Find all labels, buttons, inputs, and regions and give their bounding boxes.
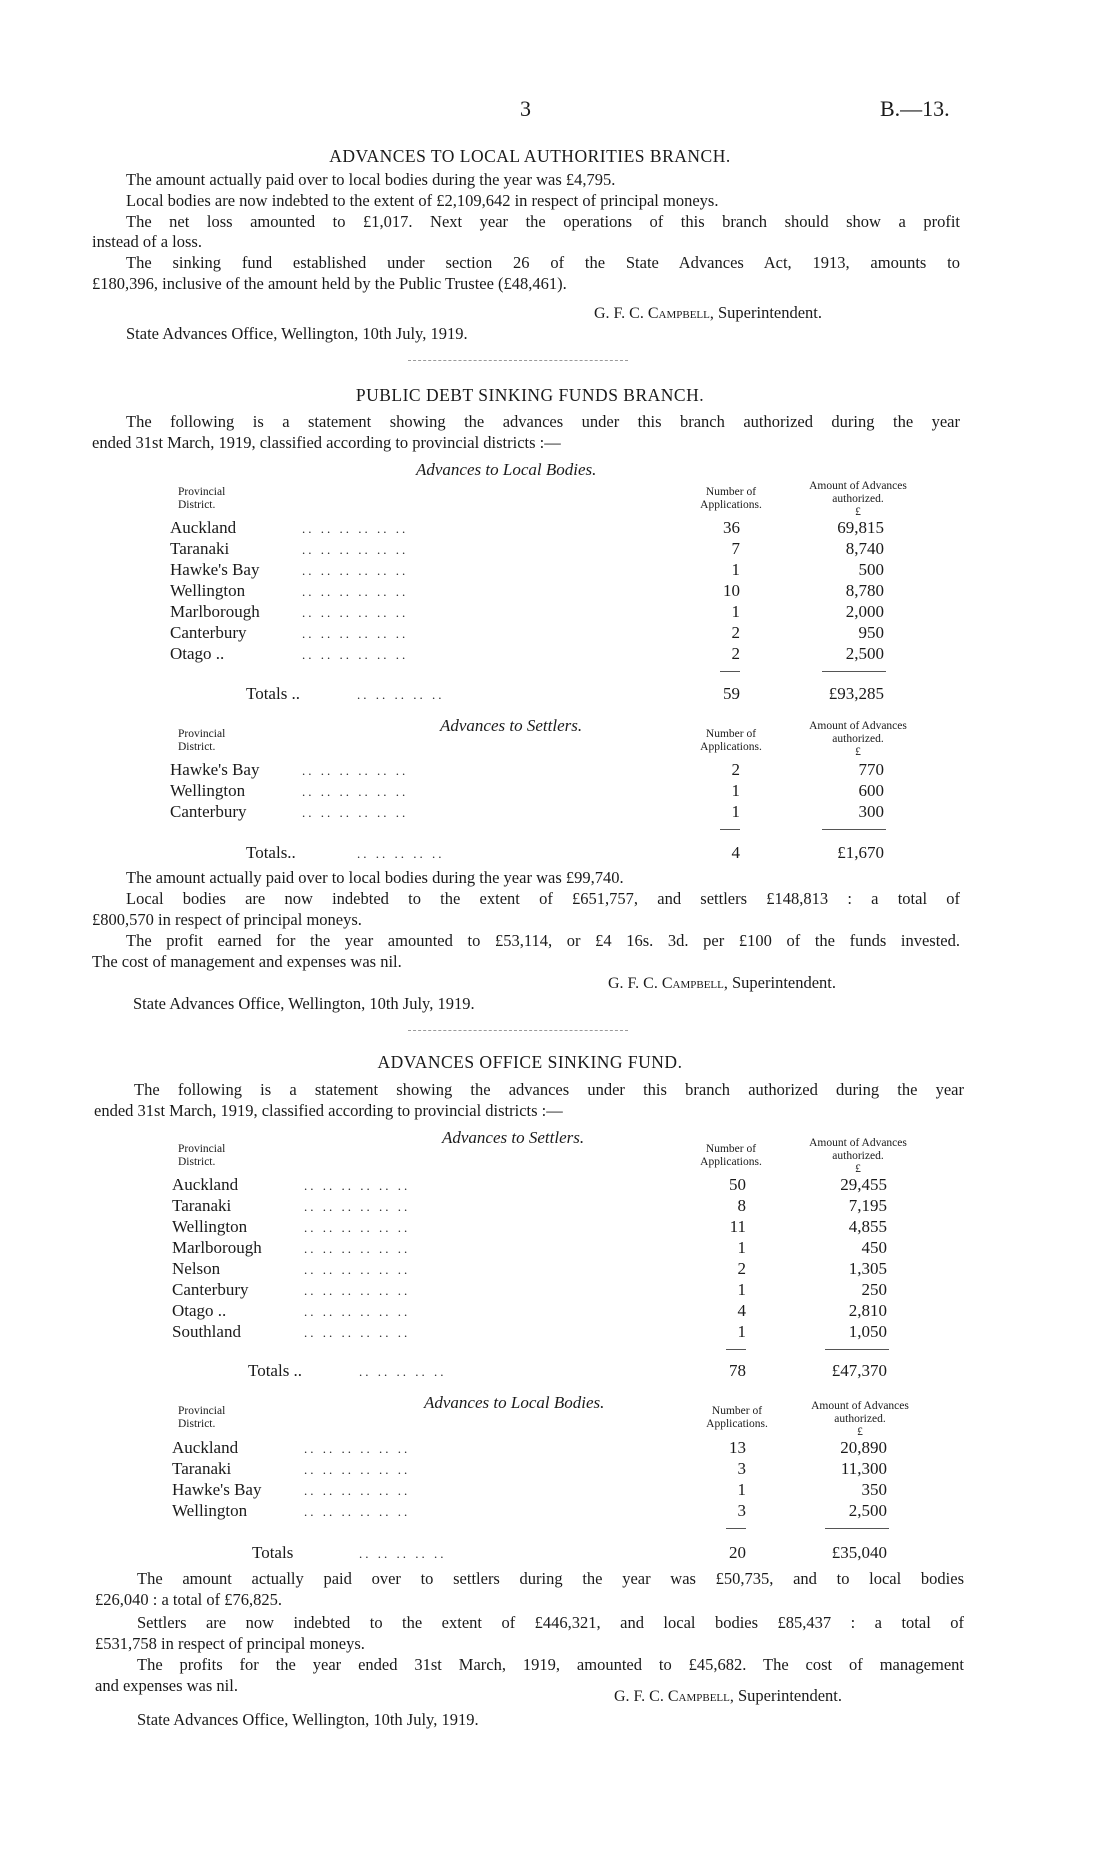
paragraph: instead of a loss. — [92, 232, 202, 251]
leader-dots: .. .. .. .. .. .. — [304, 1220, 411, 1235]
leader-dots: .. .. .. .. .. .. — [302, 584, 409, 599]
paragraph: The profit earned for the year amounted to £53,114, or £4 16s. 3d. per £100 of the funds invested. — [126, 931, 960, 950]
paragraph: The net loss amounted to £1,017. Next year the operations of this branch should show a profit — [126, 212, 960, 231]
table-row-district: Canterbury — [170, 623, 247, 642]
paragraph: and expenses was nil. — [95, 1676, 238, 1695]
table-title: Advances to Local Bodies. — [416, 460, 597, 479]
table-cell-amount: 350 — [861, 1480, 887, 1499]
totals-amount: £35,040 — [831, 1543, 887, 1562]
column-header-applications: Number of Applications. — [700, 486, 762, 511]
table-cell-amount: 450 — [861, 1238, 887, 1257]
leader-dots: .. .. .. .. .. — [357, 846, 445, 861]
column-header-amount-label: Amount of Advances authorized. — [811, 1400, 909, 1425]
leader-dots: .. .. .. .. .. .. — [304, 1441, 411, 1456]
table-cell-applications: 1 — [731, 802, 740, 821]
column-header-applications: Number of Applications. — [706, 1405, 768, 1430]
leader-dots: .. .. .. .. .. .. — [304, 1304, 411, 1319]
table-cell-applications: 8 — [737, 1196, 746, 1215]
currency-symbol: £ — [855, 506, 861, 518]
leader-dots: .. .. .. .. .. .. — [302, 763, 409, 778]
column-header-district: Provincial District. — [178, 1143, 226, 1168]
office-dateline: State Advances Office, Wellington, 10th July, 1919. — [126, 324, 468, 343]
table-title: Advances to Local Bodies. — [424, 1393, 605, 1412]
table-cell-amount: 8,780 — [845, 581, 884, 600]
section-title-public-debt: PUBLIC DEBT SINKING FUNDS BRANCH. — [355, 385, 705, 405]
column-header-amount — [788, 480, 928, 519]
table-cell-applications: 11 — [729, 1217, 746, 1236]
table-cell-applications: 3 — [737, 1459, 746, 1478]
table-cell-amount: 1,050 — [848, 1322, 887, 1341]
table-cell-applications: 36 — [723, 518, 740, 537]
signatory-name: G. F. C. Campbell, — [608, 975, 728, 992]
column-header-amount — [788, 720, 928, 759]
paragraph: The amount actually paid over to local bodies during the year was £4,795. — [126, 170, 616, 189]
column-header-amount — [790, 1400, 930, 1439]
paragraph: £180,396, inclusive of the amount held by the Public Trustee (£48,461). — [92, 274, 567, 293]
signatory-title: Superintendent. — [717, 303, 823, 322]
section-title-advances-office: ADVANCES OFFICE SINKING FUND. — [377, 1052, 683, 1072]
total-rule — [726, 1528, 746, 1529]
signatory-name: G. F. C. Campbell, — [614, 1688, 734, 1705]
totals-applications: 59 — [723, 684, 740, 703]
table-cell-applications: 10 — [723, 581, 740, 600]
table-cell-amount: 500 — [858, 560, 884, 579]
signatory-title: Superintendent. — [737, 1686, 843, 1705]
table-row-district: Auckland — [172, 1175, 239, 1194]
table-cell-applications: 1 — [737, 1238, 746, 1257]
paragraph: £800,570 in respect of principal moneys. — [92, 910, 362, 929]
table-cell-amount: 2,500 — [845, 644, 884, 663]
leader-dots: .. .. .. .. .. .. — [302, 542, 409, 557]
table-row-district: Taranaki — [172, 1196, 232, 1215]
paragraph: ended 31st March, 1919, classified according to provincial districts :— — [92, 433, 561, 452]
totals-applications: 78 — [729, 1361, 746, 1380]
leader-dots: .. .. .. .. .. — [357, 687, 445, 702]
total-rule — [720, 829, 740, 830]
table-cell-applications: 1 — [737, 1280, 746, 1299]
table-row-district: Auckland — [170, 518, 237, 537]
table-cell-applications: 13 — [729, 1438, 746, 1457]
currency-symbol: £ — [855, 1163, 861, 1175]
table-row-district: Canterbury — [172, 1280, 249, 1299]
total-rule — [822, 671, 886, 672]
table-cell-amount: 2,810 — [848, 1301, 887, 1320]
table-cell-applications: 2 — [731, 623, 740, 642]
paragraph: £531,758 in respect of principal moneys. — [95, 1634, 365, 1653]
table-row-district: Wellington — [170, 581, 246, 600]
totals-label: Totals.. — [246, 843, 296, 862]
leader-dots: .. .. .. .. .. .. — [304, 1199, 411, 1214]
signatory-title: Superintendent. — [731, 973, 837, 992]
leader-dots: .. .. .. .. .. .. — [304, 1483, 411, 1498]
column-header-district: Provincial District. — [178, 486, 226, 511]
page-number: 3 — [520, 96, 531, 121]
paragraph: Local bodies are now indebted to the extent of £651,757, and settlers £148,813 : a total of — [126, 889, 960, 908]
table-cell-amount: 1,305 — [848, 1259, 887, 1278]
table-row-district: Marlborough — [172, 1238, 262, 1257]
table-cell-amount: 7,195 — [848, 1196, 887, 1215]
table-cell-applications: 1 — [731, 602, 740, 621]
total-rule — [822, 829, 886, 830]
totals-label: Totals .. — [248, 1361, 303, 1380]
leader-dots: .. .. .. .. .. .. — [304, 1462, 411, 1477]
report-reference: B.—13. — [880, 96, 950, 121]
table-cell-applications: 1 — [737, 1480, 746, 1499]
signatory-name: G. F. C. Campbell, — [594, 305, 714, 322]
totals-label: Totals .. — [246, 684, 301, 703]
table-cell-applications: 7 — [731, 539, 740, 558]
table-cell-amount: 11,300 — [840, 1459, 887, 1478]
paragraph: The following is a statement showing the advances under this branch authorized during the year — [126, 412, 960, 431]
leader-dots: .. .. .. .. .. .. — [304, 1262, 411, 1277]
table-cell-applications: 3 — [737, 1501, 746, 1520]
table-row-district: Southland — [172, 1322, 241, 1341]
paragraph: Settlers are now indebted to the extent of £446,321, and local bodies £85,437 : a total of — [137, 1613, 964, 1632]
table-row-district: Auckland — [172, 1438, 239, 1457]
leader-dots: .. .. .. .. .. .. — [302, 605, 409, 620]
leader-dots: .. .. .. .. .. .. — [304, 1504, 411, 1519]
column-header-applications: Number of Applications. — [700, 1143, 762, 1168]
section-title-local-authorities: ADVANCES TO LOCAL AUTHORITIES BRANCH. — [329, 146, 731, 166]
office-dateline: State Advances Office, Wellington, 10th July, 1919. — [133, 994, 475, 1013]
currency-symbol: £ — [857, 1426, 863, 1438]
table-row-district: Otago .. — [172, 1301, 227, 1320]
column-header-amount-label: Amount of Advances authorized. — [809, 1137, 907, 1162]
total-rule — [825, 1528, 889, 1529]
table-cell-applications: 50 — [729, 1175, 746, 1194]
table-cell-applications: 4 — [737, 1301, 746, 1320]
paragraph: The amount actually paid over to local bodies during the year was £99,740. — [126, 868, 624, 887]
table-cell-applications: 2 — [731, 760, 740, 779]
paragraph: Local bodies are now indebted to the extent of £2,109,642 in respect of principal moneys. — [126, 191, 719, 210]
table-cell-applications: 2 — [731, 644, 740, 663]
leader-dots: .. .. .. .. .. .. — [304, 1178, 411, 1193]
table-cell-amount: 770 — [858, 760, 884, 779]
table-row-district: Taranaki — [172, 1459, 232, 1478]
table-row-district: Otago .. — [170, 644, 225, 663]
signature — [594, 303, 822, 323]
paragraph: The following is a statement showing the advances under this branch authorized during the year — [134, 1080, 964, 1099]
paragraph: The sinking fund established under section 26 of the State Advances Act, 1913, amounts to — [126, 253, 960, 272]
table-cell-amount: 4,855 — [848, 1217, 887, 1236]
table-row-district: Canterbury — [170, 802, 247, 821]
table-row-district: Hawke's Bay — [170, 560, 260, 579]
table-row-district: Marlborough — [170, 602, 260, 621]
total-rule — [726, 1349, 746, 1350]
table-cell-amount: 69,815 — [837, 518, 884, 537]
leader-dots: .. .. .. .. .. .. — [302, 563, 409, 578]
signature — [608, 973, 836, 993]
table-row-district: Wellington — [172, 1217, 248, 1236]
table-cell-amount: 29,455 — [840, 1175, 887, 1194]
total-rule — [825, 1349, 889, 1350]
section-divider — [408, 360, 628, 361]
table-row-district: Hawke's Bay — [170, 760, 260, 779]
table-cell-amount: 20,890 — [840, 1438, 887, 1457]
column-header-amount — [788, 1137, 928, 1176]
paragraph: The profits for the year ended 31st March, 1919, amounted to £45,682. The cost of management — [137, 1655, 964, 1674]
total-rule — [720, 671, 740, 672]
column-header-amount-label: Amount of Advances authorized. — [809, 720, 907, 745]
leader-dots: .. .. .. .. .. .. — [302, 805, 409, 820]
table-cell-amount: 300 — [858, 802, 884, 821]
section-divider — [408, 1030, 628, 1031]
table-title: Advances to Settlers. — [442, 1128, 585, 1147]
totals-amount: £1,670 — [837, 843, 884, 862]
leader-dots: .. .. .. .. .. .. — [302, 784, 409, 799]
table-row-district: Wellington — [172, 1501, 248, 1520]
table-title: Advances to Settlers. — [440, 716, 583, 735]
table-cell-applications: 2 — [737, 1259, 746, 1278]
table-cell-applications: 1 — [731, 560, 740, 579]
leader-dots: .. .. .. .. .. .. — [304, 1283, 411, 1298]
totals-label: Totals — [252, 1543, 294, 1562]
paragraph: The amount actually paid over to settlers during the year was £50,735, and to local bodies — [137, 1569, 964, 1588]
table-cell-amount: 250 — [861, 1280, 887, 1299]
paragraph: ended 31st March, 1919, classified according to provincial districts :— — [94, 1101, 563, 1120]
office-dateline: State Advances Office, Wellington, 10th July, 1919. — [137, 1710, 479, 1729]
table-cell-amount: 950 — [858, 623, 884, 642]
leader-dots: .. .. .. .. .. .. — [304, 1325, 411, 1340]
paragraph: £26,040 : a total of £76,825. — [95, 1590, 282, 1609]
column-header-district: Provincial District. — [178, 728, 226, 753]
table-row-district: Wellington — [170, 781, 246, 800]
column-header-amount-label: Amount of Advances authorized. — [809, 480, 907, 505]
table-cell-applications: 1 — [731, 781, 740, 800]
table-row-district: Nelson — [172, 1259, 221, 1278]
totals-amount: £93,285 — [828, 684, 884, 703]
leader-dots: .. .. .. .. .. .. — [302, 647, 409, 662]
column-header-district: Provincial District. — [178, 1405, 226, 1430]
paragraph: The cost of management and expenses was nil. — [92, 952, 402, 971]
totals-applications: 20 — [729, 1543, 746, 1562]
leader-dots: .. .. .. .. .. .. — [302, 521, 409, 536]
table-cell-amount: 8,740 — [845, 539, 884, 558]
leader-dots: .. .. .. .. .. .. — [304, 1241, 411, 1256]
leader-dots: .. .. .. .. .. — [359, 1546, 447, 1561]
column-header-applications: Number of Applications. — [700, 728, 762, 753]
leader-dots: .. .. .. .. .. .. — [302, 626, 409, 641]
signature — [614, 1686, 842, 1706]
table-cell-amount: 2,000 — [845, 602, 884, 621]
totals-amount: £47,370 — [831, 1361, 887, 1380]
table-row-district: Hawke's Bay — [172, 1480, 262, 1499]
currency-symbol: £ — [855, 746, 861, 758]
table-cell-amount: 2,500 — [848, 1501, 887, 1520]
leader-dots: .. .. .. .. .. — [359, 1364, 447, 1379]
table-row-district: Taranaki — [170, 539, 230, 558]
table-cell-applications: 1 — [737, 1322, 746, 1341]
table-cell-amount: 600 — [858, 781, 884, 800]
totals-applications: 4 — [731, 843, 740, 862]
